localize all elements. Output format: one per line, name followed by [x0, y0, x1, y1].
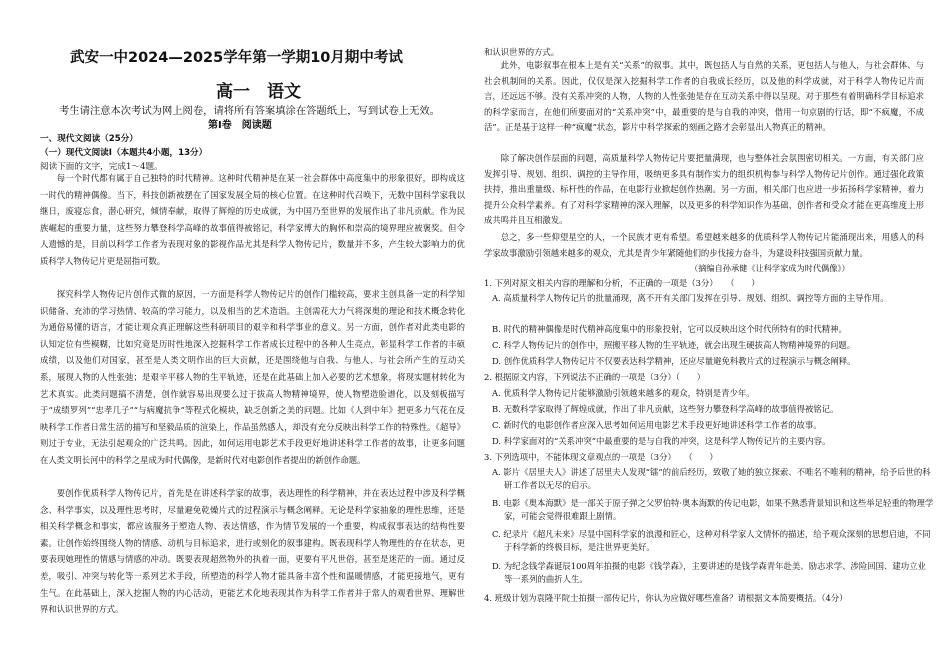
question-4-stem: 4. 班级计划为袁隆平院士拍摄一部传记片，你认为应做好哪些准备？请根据文本简要概括。（4分） — [484, 593, 848, 603]
question-2-option-c: C. 新时代的电影创作者应深入思考如何运用电影艺术手段更好地讲述科学工作者的故事。 — [492, 420, 822, 430]
question-2-option-a: A. 优质科学人物传记片能够激励引领越来越多的观众，特别是青少年。 — [492, 388, 755, 398]
exam-subtitle: 高一 语文 — [216, 82, 301, 102]
passage-source: （摘编自孙承健《让科学家成为时代偶像》） — [690, 263, 850, 273]
question-1-option-a: A. 高质量科学人物传记片的批量涌现，离不开有关部门发挥在引导、规划、组织、调控等方面的主导作用。 — [492, 293, 889, 303]
reading-instruction: 阅读下面的文字，完成1～4题。 — [40, 162, 163, 172]
question-3-option-d: D. 为纪念钱学森诞辰100周年拍摄的电影《钱学森》，主要讲述的是钱学森青年赴美、励志求学、涉险回国、建功立业等一系列的曲折人生。 — [492, 561, 926, 585]
passage-paragraph-6: 总之，多一些仰望星空的人，一个民族才更有希望。希望越来越多的优质科学人物传记片能涌现出来，用感人的科学家故事激励引领越来越多的观众，尤其是青少年紧随他们的步伐接力奋斗，为建设科技强国贡献力量。 — [484, 232, 924, 258]
question-2-option-b: B. 无数科学家取得了辉煌成就，作出了非凡贡献，这些努力攀登科学高峰的故事值得被铭记。 — [492, 404, 839, 414]
passage-paragraph-2: 探究科学人物传记片创作式微的原因，一方面是科学人物传记片的创作门槛较高，要求主创具备一定的科学知识储备、充沛的学习热情、较高的学习能力，以及相当的艺术造诣。主创需花大力气将深奥的理论和技术概念转化为通俗易懂的语言，才能让观众真正理解这些科研项目的艰辛和科学事业的意义。另一方面，创作者对此类电影的认知定位有些模糊，比如究竟是历时性地深入挖掘科学工作者成长过程中的各种人生亮点，彰显科学工作者的丰硕成绩，以及他们对国家，甚至是人类文明作出的巨大贡献，还是围绕他与自我、与他人、与社会所产生的互动关系，展现人物的人性张弛；是艰辛平移人物的生平轨迹，还是在此基础上加入必要的艺术想象，将现实题材转化为艺术真实。此类问题搞不清楚，创作就容易出现要么过于拔高人物精神境界，使人物塑造脸谱化，以及刻板描写于“成绩罗列”“忠孝几子”“与病魔抗争”等程式化模块，缺乏创新之美的问题。比如《人到中年》把更多力气花在反映科学工作者日常生活的描写和坚毅品质的渲染上，作品虽然感人，却没有充分反映出科学工作的特殊性。《超导》则过于专业，无法引起观众的广泛共鸣。因此，如何运用电影艺术手段更好地讲述科学工作者的故事，让更多问题在人类文明长河中的科学之星成为时代偶像，是新时代对电影创作者提出的新创作命题。 — [40, 289, 465, 465]
passage-paragraph-4: 此外，电影叙事在根本上是有关“关系”的叙事。其中，既包括人与自然的关系，更包括人与他人，与社会群体、与社会机制间的关系。因此，仅仅是深入挖掘科学工作者的自我成长经历，以及他的科学成就，对于科学人物传记片而言，还远远不够。没有关系冲突的人物，人物的人性张弛是存在互动关系中得以呈现。对于那些有着明确科学目标追求的科学家而言，在他们所要面对的“关系冲突”中，最重要的是与自我的冲突，借用一句京剧的行话，即“不疯魔，不成活”。正是基于这样一种“疯魔”状态，影片中科学探索的刻画之路才会彰显出人物真正的精神。 — [484, 60, 924, 133]
section-heading: 一、现代文阅读（25分） — [40, 134, 138, 144]
question-2-stem: 2. 根据原文内容，下列说法不正确的一项是（3分）（ ） — [484, 372, 706, 382]
passage-paragraph-3-continued: 和认识世界的方式。 — [484, 47, 560, 57]
passage-paragraph-3: 要创作优质科学人物传记片，首先是在讲述科学家的故事，表达理性的科学精神，并在表达过程中涉及科学概念、科学事实，以及理性思考时，尽量避免乾燥片式的过程演示与概念阐释。无论是科学家抽象的理性思维，还是相关科学概念和事实，都应该服务于塑造人物、表达情感，作为情节发展的一个重要，构成叙事表达的结构性要素。让创作始终围绕人物的情感、动机与目标追求，进行或刻化的叙事建构。既表现科学人物理性的存在状态，更要表现她理性的情感与情感的冲动。既要表现超然物外的执着一面，更要有平凡世俗，甚至是迷茫的一面。通过反差，吸引、冲突与转化等一系列艺术手段，所塑造的科学人物才能具备丰富个性和温暖情感，才能更接地气，更有生气。在此基础上，深入挖掘人物的内心活动，更能艺术化地表现其作为科学工作者并于常人的观看世界、理解世界和认识世界的方式。 — [40, 488, 465, 615]
question-1-option-d: D. 创作优质科学人物传记片不仅要表达科学精神，还应尽量避免科教片式的过程演示与概念阐释。 — [492, 356, 856, 366]
question-3-option-a: A. 影片《居里夫人》讲述了居里夫人发现“镭”的前后经历，致敬了她的独立探索、不唯名不唯利的精神，给予后世的科研工作者以无尽的启示。 — [492, 467, 931, 491]
passage-paragraph-5: 除了解决创作层面的问题，高质量科学人物传记片要把量满现，也与整体社会氛围密切相关。一方面，有关部门应发挥引导、规划、组织、调控的主导作用，吸纳更多具有制作实力的组织机构参与科学人物传记片创作。通过强化政策扶持，推出重量级、标杆性的作品，在电影行业掀起创作热潮。另一方面，相关部门也应进一步拓扬科学家精神，着力提升公众科学素养。有了对科学家精神的深入理解，以及更多的科学知识作为基础，创作者和受众才能在更高维度上形成共鸣并且互相激发。 — [484, 153, 924, 226]
question-3-stem: 3. 下列选项中，不能体现文章观点的一项是（3分） （ ） — [484, 452, 718, 462]
question-1-stem: 1. 下列对原文相关内容的理解和分析，不正确的一项是（3分） （ ） — [484, 278, 760, 288]
question-3-option-c: C. 纪录片《超凡未来》尽显中国科学家的浪漫和匠心，这种对科学家人文情怀的描述，给予观众深刻的思想启迪，不同于科学新的终极目标，是注世界更美好。 — [492, 529, 931, 553]
subsection-heading: （一）现代文阅读Ⅰ（本题共4小题，13分） — [40, 148, 208, 158]
question-3-option-b: B. 电影《奥本海默》是一部关于原子弹之父罗伯特·奥本海默的传记电影，如果不熟悉背景知识和这些举足轻重的物理学家，可能会觉得很难跟上剧情。 — [492, 498, 934, 522]
question-2-option-d: D. 科学家面对的“关系冲突”中最重要的是与自我的冲突，这是科学人物传记片的主要内容。 — [492, 436, 831, 446]
exam-notice: 考生请注意本次考试为网上阅卷，请将所有答案填涂在答题纸上，写到试卷上无效。 — [59, 105, 440, 117]
exam-title: 武安一中2024—2025学年第一学期10月期中考试 — [70, 50, 403, 66]
question-1-option-c: C. 科学人物传记片的创作中，照搬平移人物的生平轨迹，就会出现生硬拔高人物精神境界的问题。 — [492, 340, 856, 350]
question-1-option-b: B. 时代的精神偶像是时代精神高度集中的形象投射，它可以反映出这个时代所特有的时代精神。 — [492, 324, 847, 334]
volume-heading: 第Ⅰ卷 阅读题 — [208, 120, 272, 131]
passage-paragraph-1: 每一个时代都有属于自己独特的时代精神。这种时代精神是在某一社会群体中高度集中的形象很好，即构成这一时代的精神偶像。当下，科技创新被摆在了国家发展全局的核心位置。在这种时代召唤下，无数中国科学家我以继日，废寝忘食，潜心研究，倾情奉献，取得了辉煌的历史成就，为中国乃至世界的发展作出了非凡贡献。作为民族崛起的重要力量，这些努力攀登科学高峰的故事值得被铭记，科学家博大的胸怀和崇高的境界理应被褒奖。但令人遗憾的是，目前以科学工作者为表现对象的影视作品尤其是科学人物传记片，数量并不多，产生较大影响力的优质科学人物传记片更是屈指可数。 — [40, 173, 465, 266]
